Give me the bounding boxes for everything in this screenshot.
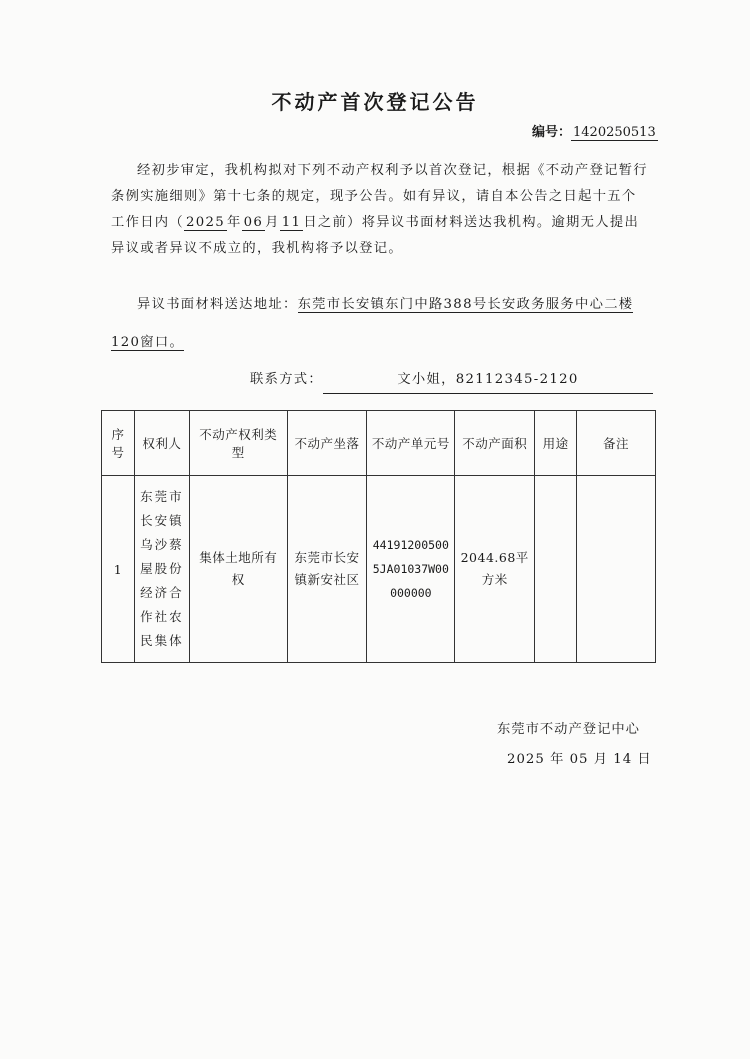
deadline-year-suffix: 年 xyxy=(227,215,242,230)
cell-right-type: 集体土地所有权 xyxy=(189,476,287,663)
deadline-day: 11 xyxy=(281,215,302,230)
table-header-row xyxy=(102,411,656,476)
contact-value: 文小姐，82112345-2120 xyxy=(323,367,653,394)
header-unit-no: 不动产单元号 xyxy=(367,411,455,476)
serial-label: 编号： xyxy=(532,125,572,140)
header-usage: 用途 xyxy=(535,411,577,476)
header-holder: 权利人 xyxy=(134,411,189,476)
issuing-organization: 东莞市不动产登记中心 xyxy=(497,722,640,737)
serial-value: 1420250513 xyxy=(573,125,656,140)
cell-location: 东莞市长安镇新安社区 xyxy=(287,476,367,663)
address-value: 东莞市长安镇东门中路388号长安政务服务中心二楼120窗口。 xyxy=(111,297,634,350)
header-right-type: 不动产权利类型 xyxy=(189,411,287,476)
body-intro: 经初步审定，我机构拟对下列不动产权利予以首次登记，根据《不动产登记暂行条例实施细则》第十七条的规定，现予公告。如有异议，请自本公告之日起十五个工作日内（ xyxy=(111,163,648,230)
header-area: 不动产面积 xyxy=(455,411,535,476)
cell-remark xyxy=(577,476,656,663)
deadline-month: 06 xyxy=(243,215,264,230)
objection-address xyxy=(111,286,651,362)
body-rest: 日之前）将异议书面材料送达我机构。逾期无人提出异议或者异议不成立的，我机构将予以登记。 xyxy=(111,215,640,256)
cell-area: 2044.68平方米 xyxy=(455,476,535,663)
header-remark: 备注 xyxy=(577,411,656,476)
cell-holder: 东莞市长安镇乌沙蔡屋股份经济合作社农民集体 xyxy=(134,476,189,663)
cell-seq: 1 xyxy=(102,476,135,663)
issue-date: 2025 年 05 月 14 日 xyxy=(507,752,652,767)
address-label: 异议书面材料送达地址： xyxy=(137,297,298,312)
serial-number xyxy=(532,121,658,140)
table-row xyxy=(102,476,656,663)
notice-title: 不动产首次登记公告 xyxy=(271,90,479,114)
header-location: 不动产坐落 xyxy=(287,411,367,476)
registration-table xyxy=(101,410,656,663)
deadline-month-suffix: 月 xyxy=(265,215,280,230)
deadline-year: 2025 xyxy=(185,215,226,230)
contact-label: 联系方式： xyxy=(250,372,323,387)
header-seq: 序号 xyxy=(102,411,135,476)
notice-body xyxy=(111,158,651,262)
cell-unit-no: 441912005005JA01037W00000000 xyxy=(367,476,455,663)
contact-info xyxy=(250,367,653,394)
cell-usage xyxy=(535,476,577,663)
